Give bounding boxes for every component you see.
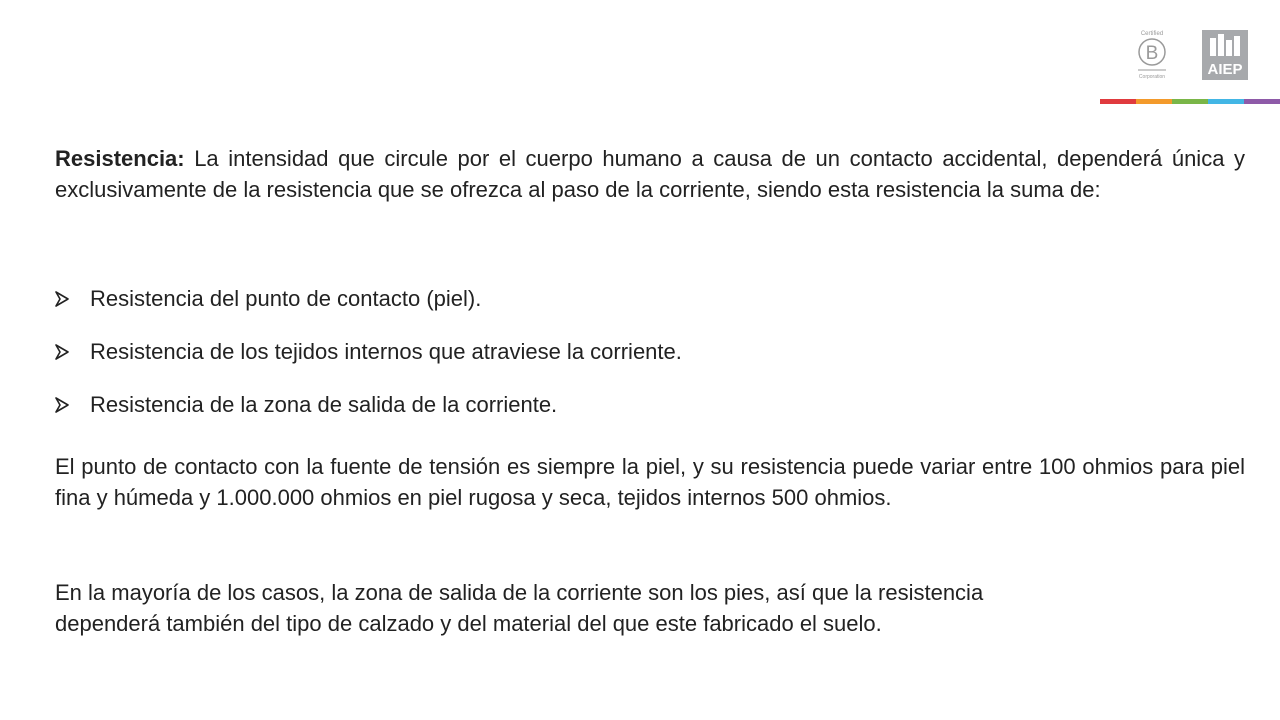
color-bar-purple	[1244, 99, 1280, 104]
list-item-text: Resistencia del punto de contacto (piel).	[90, 286, 482, 311]
svg-text:Corporation: Corporation	[1138, 74, 1166, 80]
brand-color-bar	[1100, 99, 1280, 104]
svg-text:B: B	[1145, 43, 1159, 64]
intro-paragraph	[55, 143, 1245, 205]
intro-text: La intensidad que circule por el cuerpo humano a causa de un contacto accidental, dependerá única y exclusivamente de la resistencia que se ofrezca al paso de la corriente, siendo esta resistencia la suma de:	[55, 146, 1245, 202]
list-item-text: Resistencia de los tejidos internos que atraviese la corriente.	[90, 339, 682, 364]
arrow-bullet-icon	[55, 291, 90, 307]
svg-text:AIEP: AIEP	[1207, 61, 1243, 78]
color-bar-orange	[1136, 99, 1172, 104]
arrow-bullet-icon	[55, 397, 90, 413]
exit-zone-paragraph: En la mayoría de los casos, la zona de salida de la corriente son los pies, así que la resistencia dependerá también del tipo de calzado y del material del que este fabricado el suelo.	[55, 580, 984, 636]
svg-text:Certified: Certified	[1140, 31, 1164, 37]
color-bar-blue	[1208, 99, 1244, 104]
list-item-text: Resistencia de la zona de salida de la corriente.	[90, 392, 558, 417]
color-bar-red	[1100, 99, 1136, 104]
arrow-bullet-icon	[55, 344, 90, 360]
list-item	[55, 283, 1245, 314]
aiep-logo	[1202, 30, 1248, 80]
b-corp-logo	[1132, 28, 1172, 84]
list-item	[55, 336, 1245, 367]
list-item	[55, 389, 1245, 420]
intro-term: Resistencia:	[55, 146, 185, 171]
resistance-list	[55, 283, 1245, 442]
skin-resistance-paragraph: El punto de contacto con la fuente de tensión es siempre la piel, y su resistencia puede variar entre 100 ohmios para piel fina y húmeda y 1.000.000 ohmios en piel rugosa y seca, tejidos internos 500 ohmios.	[55, 454, 1245, 510]
color-bar-green	[1172, 99, 1208, 104]
